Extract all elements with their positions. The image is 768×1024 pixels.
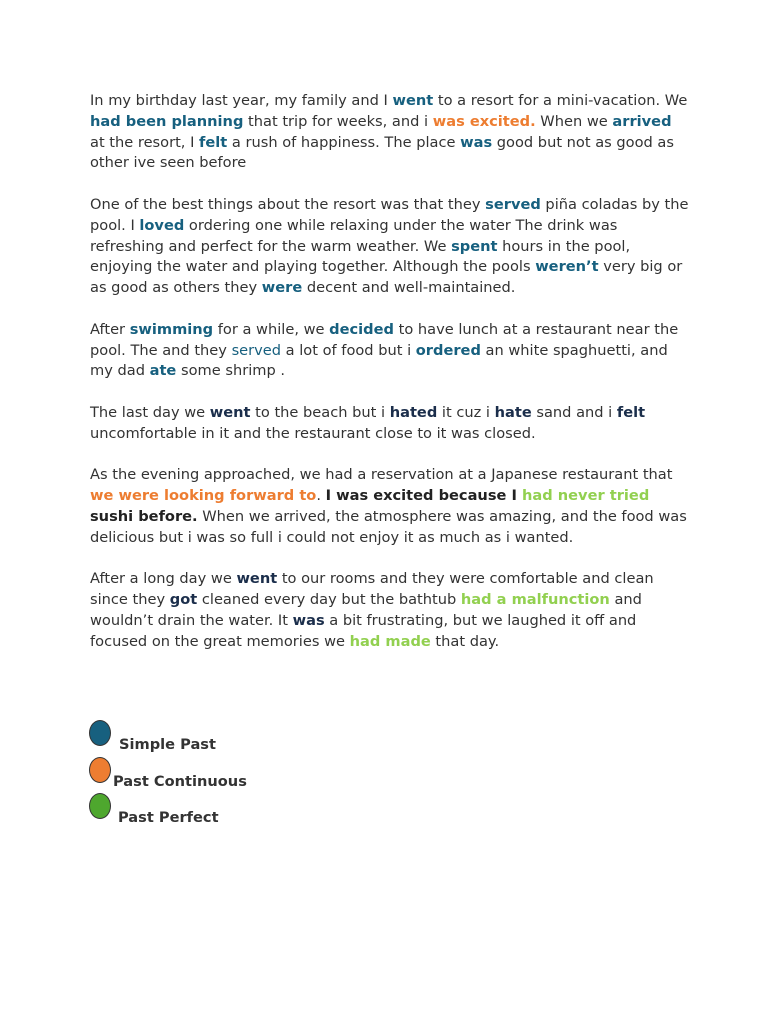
text-run: When we arrived, the atmosphere was amazing, and the food was delicious but i was so full i could not enjoy it as much as i wanted. [90, 507, 687, 546]
text-run: to the beach but i [250, 403, 390, 421]
simple-past-verb: ordered [415, 341, 481, 359]
past-continuous-verb: was excited. [432, 112, 536, 130]
bold-text-run: I was excited because I [325, 487, 522, 505]
simple-past-verb: hate [494, 403, 532, 421]
paragraph-3 [90, 320, 690, 382]
simple-past-verb: had been planning [90, 112, 244, 130]
text-run: As the evening approached, we had a reservation at a Japanese restaurant that [90, 466, 673, 484]
simple-past-verb: loved [139, 216, 185, 234]
simple-past-verb: went [209, 403, 251, 421]
document-body [90, 91, 690, 673]
text-run: very big or as good as others they [90, 258, 683, 297]
legend-item-past-continuous [89, 757, 389, 794]
simple-past-verb: felt [199, 133, 228, 151]
legend-dot-simple-past-icon [89, 720, 111, 746]
simple-past-verb: went [392, 92, 434, 109]
simple-past-verb: got [169, 591, 198, 609]
bold-text-run: sushi before. [90, 507, 198, 525]
text-run: to a resort for a mini-vacation. We [433, 92, 688, 109]
text-run: ordering one while relaxing under the water The drink was refreshing and perfect for the warm weather. We [90, 216, 618, 255]
past-perfect-verb: had never tried [522, 487, 650, 505]
paragraph-1 [90, 91, 690, 174]
simple-past-verb: spent [451, 237, 498, 255]
paragraph-5 [90, 465, 690, 548]
legend-label-simple-past: Simple Past [119, 736, 216, 753]
legend-label-past-perfect: Past Perfect [118, 809, 219, 826]
text-run: and wouldn’t drain the water. It [90, 591, 642, 629]
paragraph-4 [90, 403, 690, 445]
text-run: it cuz i [437, 403, 495, 421]
text-run: some shrimp . [176, 362, 286, 380]
legend-dot-past-continuous-icon [89, 757, 111, 783]
text-run: piña coladas by the pool. I [90, 195, 689, 234]
text-run: hours in the pool, enjoying the water and playing together. Although the pools [90, 237, 631, 276]
simple-past-verb: arrived [612, 112, 672, 130]
simple-past-verb: decided [329, 320, 394, 338]
simple-past-verb: hated [389, 403, 438, 421]
text-run: sand and i [531, 403, 617, 421]
simple-past-verb: was [292, 611, 325, 629]
past-perfect-verb: had made [349, 632, 431, 650]
text-run: a rush of happiness. The place [227, 133, 461, 151]
simple-past-verb: was [460, 133, 493, 151]
text-run: a lot of food but i [281, 341, 416, 359]
text-run: . [316, 487, 326, 505]
text-run: The last day we [90, 403, 210, 421]
text-run: good but not as good as other ive seen before [90, 133, 674, 172]
past-continuous-verb: we were looking forward to [90, 487, 317, 505]
paragraph-6 [90, 569, 690, 652]
text-run: When we [535, 112, 613, 130]
text-run: to have lunch at a restaurant near the pool. The and they [90, 320, 679, 359]
text-run: In my birthday last year, my family and I [90, 92, 393, 109]
text-run: to our rooms and they were comfortable and clean since they [90, 570, 654, 609]
simple-past-verb: served [231, 341, 282, 359]
legend-dot-past-perfect-icon [89, 793, 111, 819]
text-run: that day. [430, 632, 500, 650]
text-run: a bit frustrating, but we laughed it off and focused on the great memories we [90, 611, 637, 650]
tense-legend [89, 720, 389, 830]
simple-past-verb: served [485, 195, 541, 213]
past-perfect-verb: had a malfunction [460, 591, 610, 609]
simple-past-verb: went [236, 570, 278, 588]
text-run: an white spaghuetti, and my dad [90, 341, 668, 380]
text-run: After a long day we [90, 570, 237, 588]
text-run: at the resort, I [90, 133, 200, 151]
text-run: One of the best things about the resort was that they [90, 195, 486, 213]
legend-item-simple-past [89, 720, 389, 757]
text-run: for a while, we [213, 320, 330, 338]
simple-past-verb: were [261, 279, 303, 297]
text-run: cleaned every day but the bathtub [197, 591, 461, 609]
legend-item-past-perfect [89, 793, 389, 830]
text-run: that trip for weeks, and i [243, 112, 433, 130]
paragraph-2 [90, 195, 690, 299]
simple-past-verb: swimming [129, 320, 214, 338]
text-run: decent and well-maintained. [302, 279, 516, 297]
legend-label-past-continuous: Past Continuous [113, 772, 247, 790]
simple-past-verb: ate [149, 362, 177, 380]
text-run: uncomfortable in it and the restaurant close to it was closed. [90, 424, 536, 442]
text-run: After [90, 320, 130, 338]
simple-past-verb: weren’t [535, 258, 599, 276]
simple-past-verb: felt [616, 403, 646, 421]
